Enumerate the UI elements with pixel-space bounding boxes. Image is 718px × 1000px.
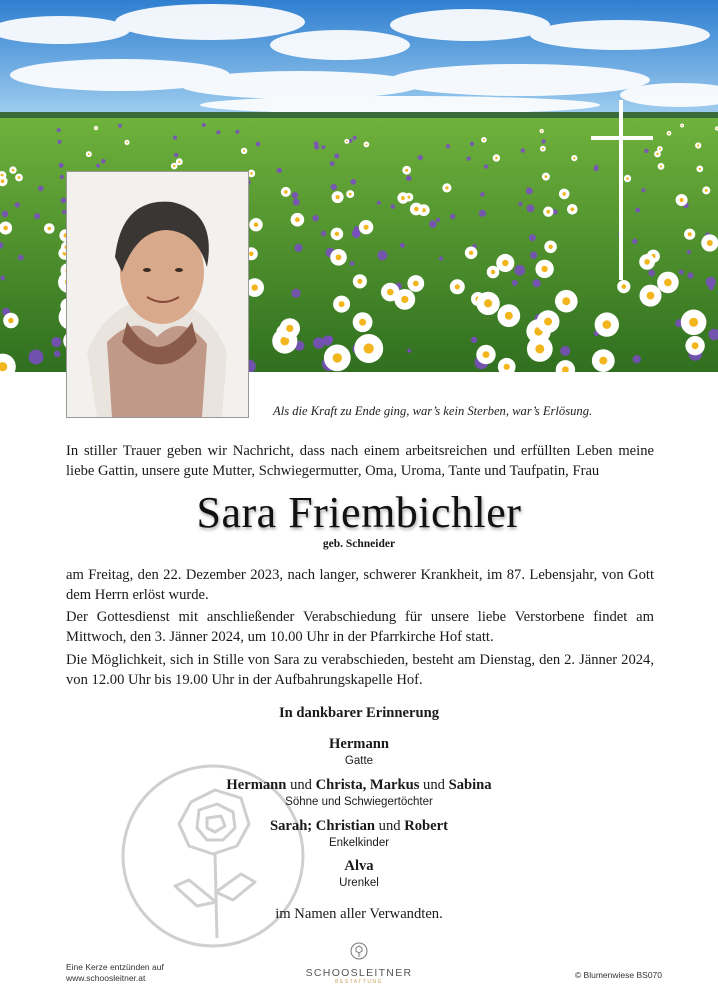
brand-name: SCHOOSLEITNER: [305, 967, 413, 979]
candle-text: Eine Kerze entzünden auf: [66, 962, 164, 972]
grandchild-name-1: Sarah; Christian: [270, 818, 376, 834]
spouse-name: Hermann: [329, 736, 389, 752]
portrait-photo: [66, 171, 249, 418]
conjunction: und: [375, 818, 405, 834]
remembrance-heading: In dankbarer Erinnerung: [278, 705, 440, 721]
child-name-3: Sabina: [448, 777, 492, 793]
conjunction: und: [419, 777, 449, 793]
great-grandchild-line: [0, 857, 718, 875]
copyright: © Blumenwiese BS070: [574, 970, 662, 980]
closing-line: im Namen aller Verwandten.: [275, 906, 443, 922]
rose-logo-icon: [350, 942, 368, 960]
great-grandchild-name: Alva: [344, 858, 374, 874]
grandchildren-relation: Enkelkinder: [328, 837, 390, 849]
birth-name: geb. Schneider: [322, 538, 396, 550]
farewell-notice: Die Möglichkeit, sich in Stille von Sara zu verabschieden, besteht am Dienstag, den 2. Jänner 2024, von 12.00 Uhr bis 19.00 Uhr in der Aufbahrungskapelle Hof.: [66, 652, 654, 688]
memorial-motto: Als die Kraft zu Ende ging, war’s kein Sterben, war’s Erlösung.: [273, 404, 593, 418]
portrait-illustration: [67, 172, 248, 417]
children-line: [0, 776, 718, 794]
brand-subtitle: BESTATTUNG: [335, 979, 383, 985]
deceased-name: Sara Friembichler: [196, 488, 522, 537]
candle-link[interactable]: www.schoosleitner.at: [66, 973, 146, 983]
spouse-line: [0, 735, 718, 753]
service-notice: Der Gottesdienst mit anschließender Verabschiedung für unsere liebe Verstorbene findet am Mittwoch, den 3. Jänner 2024, um 10.00 Uhr in der Pfarrkirche Hof statt.: [66, 609, 654, 645]
spouse-relation: Gatte: [344, 755, 374, 767]
great-grandchild-relation: Urenkel: [339, 877, 379, 889]
death-notice: am Freitag, den 22. Dezember 2023, nach langer, schwerer Krankheit, im 87. Lebensjahr, von Gott dem Herrn erlöst wurde.: [66, 567, 654, 603]
intro-paragraph: In stiller Trauer geben wir Nachricht, dass nach einem arbeitsreichen und erfüllten Leben meine liebe Gattin, unsere gute Mutter, Schwiegermutter, Oma, Uroma, Tante und Taufpatin, Frau: [66, 443, 654, 479]
conjunction: und: [286, 777, 316, 793]
child-name-1: Hermann: [226, 777, 287, 793]
grandchild-name-2: Robert: [404, 818, 448, 834]
children-relation: Söhne und Schwiegertöchter: [285, 796, 433, 808]
grandchildren-line: [0, 817, 718, 835]
child-name-2: Christa, Markus: [315, 777, 420, 793]
